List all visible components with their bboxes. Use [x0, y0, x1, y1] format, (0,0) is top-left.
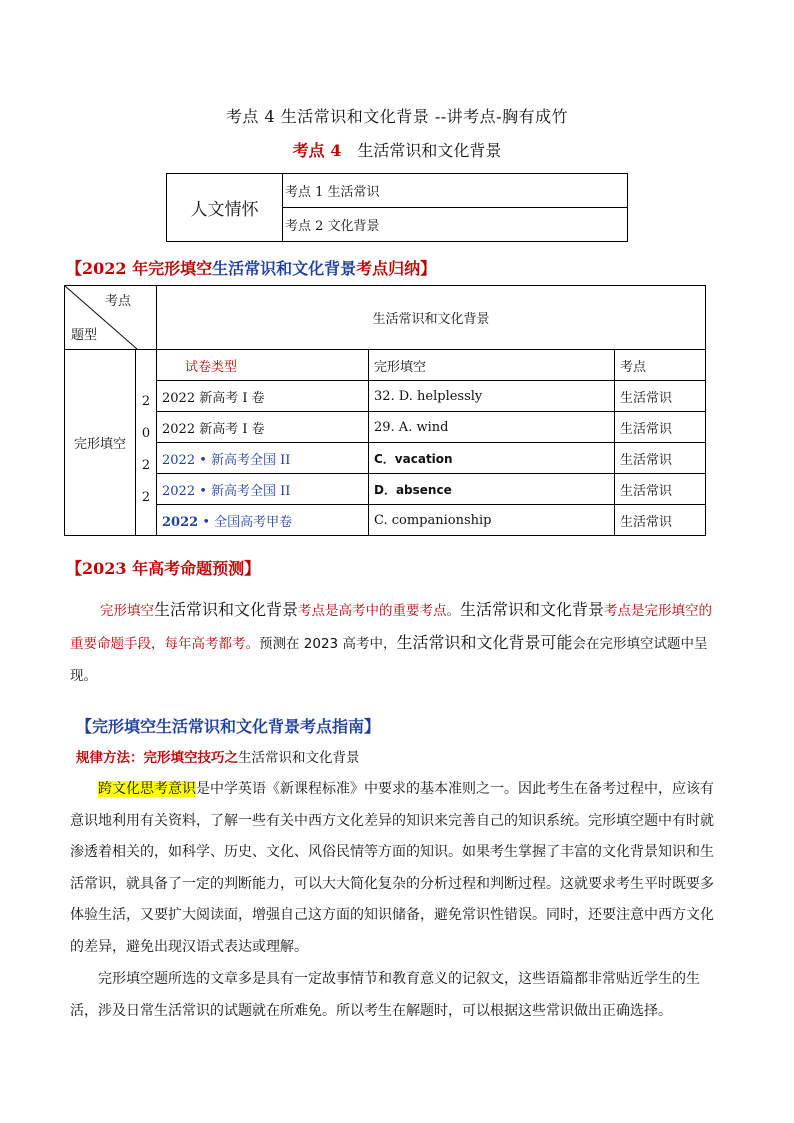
- table-row: 2022 • 全国高考甲卷 C. companionship 生活常识: [65, 505, 706, 536]
- col-header-paper: 试卷类型: [157, 350, 369, 381]
- section-heading-summary: 【2022 年完形填空生活常识和文化背景考点归纳】: [66, 259, 437, 278]
- row-label: 完形填空: [65, 350, 136, 536]
- col-header-point: 考点: [615, 350, 706, 381]
- page-title: 考点 4 生活常识和文化背景 --讲考点-胸有成竹: [225, 107, 569, 126]
- subtitle-topic-name: 生活常识和文化背景: [357, 141, 502, 160]
- diagonal-header-cell: [65, 286, 157, 350]
- prediction-paragraph: 完形填空生活常识和文化背景考点是高考中的重要考点。生活常识和文化背景考点是完形填空的重要命题手段，每年高考都考。预测在 2023 高考中，生活常识和文化背景可能会在完形填空试题中呈现。: [70, 600, 713, 684]
- section-heading-prediction: 【2023 年高考命题预测】: [66, 559, 261, 578]
- year-column: 2 0 2 2: [136, 350, 157, 536]
- table-row: 2022 新高考 I 卷 29. A. wind 生活常识: [65, 412, 706, 443]
- corner-bottom-label: 题型: [71, 328, 98, 343]
- table-row: 2022 新高考 I 卷 32. D. helplessly 生活常识: [65, 381, 706, 412]
- section-heading-guide: 【完形填空生活常识和文化背景考点指南】: [76, 717, 381, 736]
- table-row: 2022 • 新高考全国 II D．absence 生活常识: [65, 474, 706, 505]
- summary-table: [166, 173, 628, 242]
- body-paragraph-2: 完形填空题所选的文章多是具有一定故事情节和教育意义的记叙文，这些语篇都非常贴近学生的生活，涉及日常生活常识的试题就在所难免。所以考生在解题时，可以根据这些常识做出正确选择。: [70, 971, 700, 1019]
- summary-item-2: 考点 2 文化背景: [283, 208, 628, 242]
- exam-table: [64, 285, 706, 536]
- subtitle-topic-number: 考点 4: [292, 141, 342, 160]
- body-paragraph-1: 跨文化思考意识是中学英语《新课程标准》中要求的基本准则之一。因此考生在备考过程中，应该有意识地利用有关资料，了解一些有关中西方文化差异的知识来完善自己的知识系统。完形填空题中有时就渗透着相关的，如科学、历史、文化、风俗民情等方面的知识。如果考生掌握了丰富的文化背景知识和生活常识，就具备了一定的判断能力，可以大大简化复杂的分析过程和判断过程。这就要求考生平时既要多体验生活，又要扩大阅读面，增强自己这方面的知识储备，避免常识性错误。同时，还要注意中西方文化的差异，避免出现汉语式表达或理解。: [70, 781, 714, 955]
- corner-top-label: 考点: [104, 294, 131, 309]
- rule-line: 规律方法：完形填空技巧之生活常识和文化背景: [76, 750, 360, 766]
- highlighted-term: 跨文化思考意识: [98, 781, 196, 797]
- summary-item-1: 考点 1 生活常识: [283, 174, 628, 208]
- page-subtitle: [0, 138, 794, 161]
- table-main-header: 生活常识和文化背景: [157, 286, 706, 350]
- table-row: 2022 • 新高考全国 II C．vacation 生活常识: [65, 443, 706, 474]
- col-header-answer: 完形填空: [369, 350, 615, 381]
- summary-label: 人文情怀: [167, 174, 283, 242]
